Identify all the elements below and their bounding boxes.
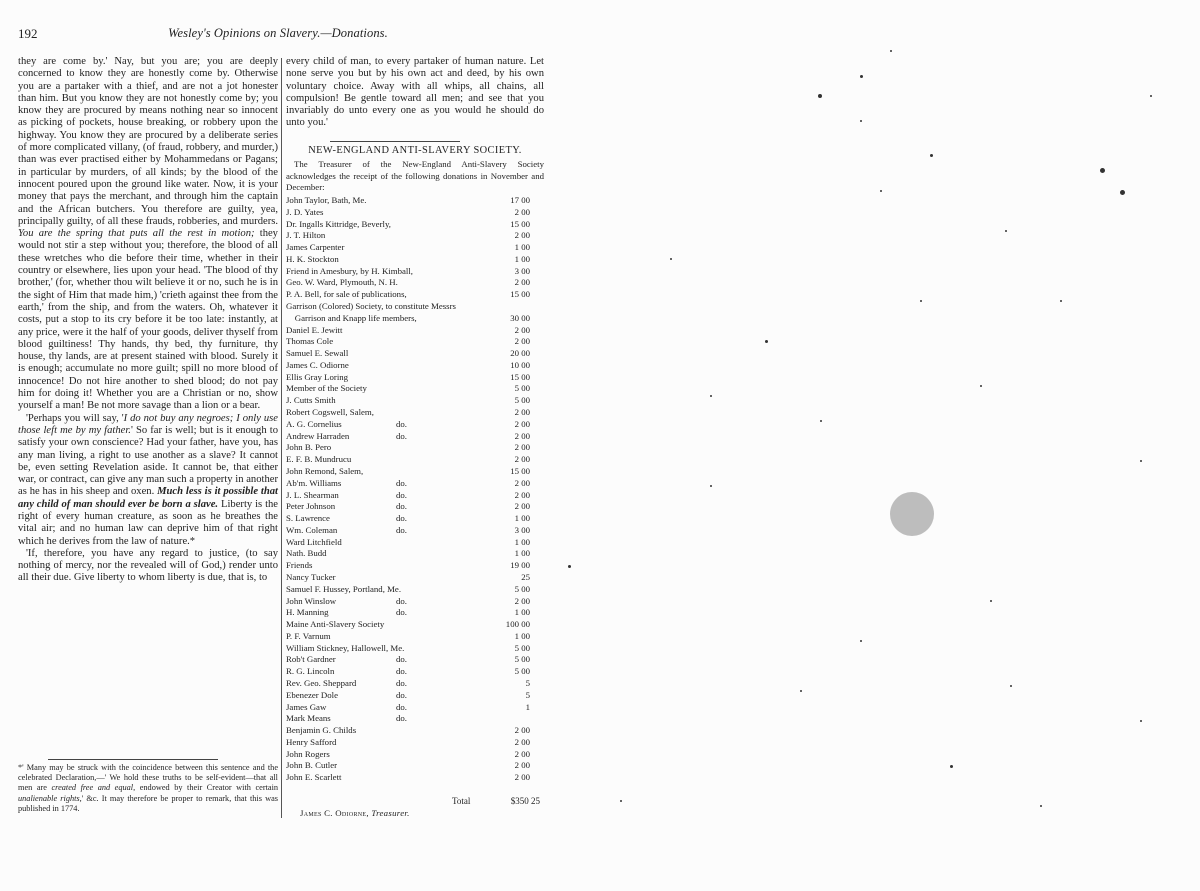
donor-name: Samuel E. Sewall <box>286 348 349 359</box>
scan-speck <box>800 690 802 692</box>
donation-row <box>286 230 544 242</box>
scan-speck <box>1120 190 1125 195</box>
scan-speck <box>620 800 622 802</box>
donation-amount: 10 00 <box>510 359 530 370</box>
donation-row <box>286 313 544 325</box>
donation-row <box>286 666 544 678</box>
donation-amount: 5 00 <box>514 395 530 406</box>
donation-row <box>286 419 544 431</box>
donor-name: Nath. Budd <box>286 548 327 559</box>
donation-row <box>286 454 544 466</box>
donation-row <box>286 336 544 348</box>
donation-amount: 3 00 <box>514 524 530 535</box>
society-title: NEW-ENGLAND ANTI-SLAVERY SOCIETY. <box>308 145 522 156</box>
donation-row <box>286 195 544 207</box>
donor-name: Dr. Ingalls Kittridge, Beverly, <box>286 218 391 229</box>
donation-row <box>286 466 544 478</box>
scan-speck <box>890 50 892 52</box>
donation-amount: 5 <box>525 689 530 700</box>
scan-speck <box>670 258 672 260</box>
donor-name: Garrison and Knapp life members, <box>286 312 417 323</box>
donation-row <box>286 678 544 690</box>
donor-name: John E. Scarlett <box>286 772 342 783</box>
donor-place: do. <box>396 689 407 700</box>
donor-name: P. A. Bell, for sale of publications, <box>286 289 407 300</box>
donation-row <box>286 383 544 395</box>
donation-row <box>286 490 544 502</box>
scan-speck <box>820 420 822 422</box>
scan-speck <box>1150 95 1152 97</box>
scan-speck <box>1140 720 1142 722</box>
scan-speck <box>1005 230 1007 232</box>
donor-name: Rev. Geo. Sheppard <box>286 677 357 688</box>
section-rule <box>330 141 460 142</box>
donor-place: do. <box>396 654 407 665</box>
donation-amount: 2 00 <box>514 760 530 771</box>
scan-speck <box>818 94 822 98</box>
donation-amount: 3 00 <box>514 265 530 276</box>
scan-speck <box>710 485 712 487</box>
donor-place: do. <box>396 666 407 677</box>
donation-amount: 2 00 <box>514 336 530 347</box>
donor-name: Ellis Gray Loring <box>286 371 349 382</box>
donation-row <box>286 372 544 384</box>
treasurer-title: Treasurer. <box>371 808 410 818</box>
donation-row <box>286 537 544 549</box>
donation-amount: 2 00 <box>514 407 530 418</box>
scan-speck <box>860 120 862 122</box>
donation-row <box>286 584 544 596</box>
donor-name: Garrison (Colored) Society, to constitute Messrs <box>286 301 456 312</box>
donor-name: R. G. Lincoln <box>286 666 335 677</box>
donation-amount: 2 00 <box>514 501 530 512</box>
donor-name: Mark Means <box>286 713 331 724</box>
donor-name: John Rogers <box>286 748 330 759</box>
donation-row <box>286 395 544 407</box>
scan-speck <box>990 600 992 602</box>
donation-row <box>286 525 544 537</box>
donation-amount: 100 00 <box>505 619 530 630</box>
scan-speck <box>568 565 571 568</box>
donor-name: Henry Safford <box>286 736 337 747</box>
donation-amount: 1 <box>525 701 530 712</box>
donation-amount: 2 00 <box>514 430 530 441</box>
donor-name: William Stickney, Hallowell, Me. <box>286 642 405 653</box>
donor-name: Benjamin G. Childs <box>286 725 357 736</box>
donation-amount: 15 00 <box>510 465 530 476</box>
donation-row <box>286 596 544 608</box>
donor-name: Ward Litchfield <box>286 536 342 547</box>
donor-name: J. D. Yates <box>286 206 324 217</box>
body-paragraph: 'If, therefore, you have any regard to justice, (to say nothing of mercy, nor the revealed will of God,) render unto all their due. Give liberty to whom liberty is due, that is, to <box>18 547 278 584</box>
scan-speck <box>1040 805 1042 807</box>
donor-name: Nancy Tucker <box>286 571 336 582</box>
donor-name: H. K. Stockton <box>286 253 339 264</box>
donor-place: do. <box>396 477 407 488</box>
donation-row <box>286 348 544 360</box>
donor-name: A. G. Cornelius <box>286 418 342 429</box>
donor-name: H. Manning <box>286 607 329 618</box>
donation-amount: 17 00 <box>510 195 530 205</box>
donation-row <box>286 607 544 619</box>
donor-name: Maine Anti-Slavery Society <box>286 619 385 630</box>
total-label: Total <box>452 796 471 806</box>
donation-amount: 2 00 <box>514 324 530 335</box>
donor-name: James Gaw <box>286 701 327 712</box>
scan-speck <box>930 154 933 157</box>
scan-speck <box>980 385 982 387</box>
donation-amount: 1 00 <box>514 548 530 559</box>
left-column-text <box>18 56 278 585</box>
donor-place: do. <box>396 713 407 724</box>
donation-row <box>286 749 544 761</box>
donation-amount: 2 00 <box>514 725 530 736</box>
donation-amount: 2 00 <box>514 230 530 241</box>
donation-amount: 15 00 <box>510 289 530 300</box>
total-amount: $350 25 <box>510 796 540 806</box>
donation-amount: 2 00 <box>514 206 530 217</box>
donation-row <box>286 572 544 584</box>
donation-row <box>286 513 544 525</box>
donor-name: Peter Johnson <box>286 501 336 512</box>
page-number: 192 <box>18 26 38 41</box>
donation-amount: 5 00 <box>514 383 530 394</box>
donation-amount: 1 00 <box>514 242 530 253</box>
donation-row <box>286 360 544 372</box>
donation-row <box>286 431 544 443</box>
donation-row <box>286 242 544 254</box>
donation-row <box>286 501 544 513</box>
footnote-rule <box>48 759 218 760</box>
donation-row <box>286 254 544 266</box>
donor-name: J. Cutts Smith <box>286 395 336 406</box>
donation-amount: 2 00 <box>514 277 530 288</box>
donation-amount: 2 00 <box>514 595 530 606</box>
scan-speck <box>765 340 768 343</box>
donation-amount: 19 00 <box>510 560 530 571</box>
donation-amount: 20 00 <box>510 348 530 359</box>
donation-row <box>286 654 544 666</box>
donation-amount: 2 00 <box>514 489 530 500</box>
body-paragraph: they are come by.' Nay, but you are; you are deeply concerned to know they are honestly come by. Otherwise you are a partaker with a thief, and are not a jot honester than him. But you know they are not honestly come by; you know they are procured by means nothing near so innocent as picking of pockets, house breaking, or robbery upon the highway. You know they are procured by a deliberate series of more complicated villany, (of fraud, robbery, and murder,) than was ever practised either by Mohammedans or Pagans; in particular by murders, of all kinds; by the blood of the innocent poured upon the ground like water. Now, it is your money that pays the merchant, and through him the captain and the African butchers. You therefore are guilty, yea, principally guilty, of all these frauds, robberies, and murders. You are the spring that puts all the rest in motion; they would not stir a step without you; therefore, the blood of all these wretches who die before their time, whether in their country or elsewhere, lies upon your head. 'The blood of thy brother,' (for, whether thou wilt believe it or no, such he is in the sight of Him that made him,) 'crieth against thee from the earth,' from the ship, and from the waters. Oh, whatever it costs, put a stop to its cry before it be too late: instantly, at any price, were it the half of your goods, deliver thyself from blood guiltiness! Thy hands, thy bed, thy furniture, thy house, thy lands, are at present stained with blood. Surely it is enough; accumulate no more guilt; spill no more blood of innocence! Do not hire another to shed blood; do not pay him for doing it! Whether you are a Christian or no, show yourself a man! Be not more savage than a lion or a bear. <box>18 56 278 412</box>
donation-row <box>286 407 544 419</box>
treasurer-name: James C. Odiorne, <box>300 808 369 818</box>
donor-name: John B. Cutler <box>286 760 338 771</box>
donation-amount: 2 00 <box>514 736 530 747</box>
donor-place: do. <box>396 607 407 618</box>
donor-name: Ab'm. Williams <box>286 477 342 488</box>
donor-name: Member of the Society <box>286 383 367 394</box>
donor-place: do. <box>396 677 407 688</box>
donation-amount: 2 00 <box>514 772 530 783</box>
scan-speck <box>710 395 712 397</box>
donor-name: James C. Odiorne <box>286 359 349 370</box>
donor-name: John Remond, Salem, <box>286 465 364 476</box>
donation-amount: 1 00 <box>514 630 530 641</box>
blank-facing-page <box>560 0 1200 891</box>
donor-name: Robert Cogswell, Salem, <box>286 407 374 418</box>
donation-row <box>286 713 544 725</box>
scan-speck <box>920 300 922 302</box>
donation-row <box>286 548 544 560</box>
donation-amount: 1 00 <box>514 253 530 264</box>
donor-name: Daniel E. Jewitt <box>286 324 343 335</box>
running-title: Wesley's Opinions on Slavery.—Donations. <box>168 26 388 40</box>
scan-speck <box>1100 168 1105 173</box>
donation-amount: 2 00 <box>514 442 530 453</box>
donation-row <box>286 772 544 784</box>
donation-row <box>286 737 544 749</box>
donor-name: Ebenezer Dole <box>286 689 339 700</box>
donor-name: Rob't Gardner <box>286 654 336 665</box>
donation-amount: 15 00 <box>510 371 530 382</box>
donation-amount: 30 00 <box>510 312 530 323</box>
scan-speck <box>1060 300 1062 302</box>
donor-place: do. <box>396 418 407 429</box>
treasurer-signature <box>300 808 520 818</box>
donor-name: J. T. Hilton <box>286 230 326 241</box>
donation-row <box>286 219 544 231</box>
donation-row <box>286 631 544 643</box>
body-paragraph: 'Perhaps you will say, 'I do not buy any negroes; I only use those left me by my father.' So far is well; but is it enough to satisfy your own conscience? Had your father, have you, has any man living, a right to use another as a slave? It cannot be, even setting Revelation aside. It cannot be, that either war, or contract, can give any man such a property in another as he has in his sheep and oxen. Much less is it possible that any child of man should ever be born a slave. Liberty is the right of every human creature, as soon as he breathes the vital air; and no human law can deprive him of that right which he derives from the law of nature.* <box>18 412 279 547</box>
donation-amount: 5 <box>525 677 530 688</box>
donation-row <box>286 301 544 313</box>
donor-place: do. <box>396 524 407 535</box>
footnote: *' Many may be struck with the coincidence between this sentence and the celebrated Declaration,—' We hold these truths to be self-evident—that all men are created free and equal, endowed by their Creator with certain unalienable rights,' &c. It may therefore be proper to remark, that this was published in 1774. <box>18 763 279 813</box>
donation-amount: 25 <box>521 571 530 582</box>
scan-smudge <box>890 492 934 536</box>
donation-row <box>286 643 544 655</box>
scan-speck <box>950 765 953 768</box>
donor-name: J. L. Shearman <box>286 489 339 500</box>
donation-amount: 2 00 <box>514 748 530 759</box>
donation-row <box>286 560 544 572</box>
donor-place: do. <box>396 595 407 606</box>
continuation-paragraph: every child of man, to every partaker of human nature. Let none serve you but by his own act and deed, by his own voluntary choice. Away with all whips, all chains, all compulsion! Be gentle toward all men; and see that you invariably do unto every one as you would he should do unto you.' <box>286 56 544 129</box>
donation-row <box>286 725 544 737</box>
donor-name: P. F. Varnum <box>286 630 331 641</box>
donor-name: Friends <box>286 560 313 571</box>
donation-amount: 5 00 <box>514 654 530 665</box>
donation-amount: 15 00 <box>510 218 530 229</box>
donation-row <box>286 266 544 278</box>
donor-name: Friend in Amesbury, by H. Kimball, <box>286 265 413 276</box>
scan-speck <box>860 75 863 78</box>
donations-intro: The Treasurer of the New-England Anti-Slavery Society acknowledges the receipt of the following donations in November and December: <box>286 159 544 192</box>
donor-name: John Winslow <box>286 595 337 606</box>
donation-amount: 1 00 <box>514 607 530 618</box>
scan-speck <box>1140 460 1142 462</box>
donation-amount: 1 00 <box>514 513 530 524</box>
donation-row <box>286 277 544 289</box>
donation-row <box>286 442 544 454</box>
donation-amount: 5 00 <box>514 642 530 653</box>
donation-row <box>286 478 544 490</box>
donor-place: do. <box>396 489 407 500</box>
donor-name: John Taylor, Bath, Me. <box>286 195 367 205</box>
donation-amount: 5 00 <box>514 666 530 677</box>
donor-place: do. <box>396 513 407 524</box>
donor-place: do. <box>396 430 407 441</box>
donation-amount: 5 00 <box>514 583 530 594</box>
total-row <box>286 796 544 808</box>
donation-row <box>286 760 544 772</box>
donor-name: S. Lawrence <box>286 513 330 524</box>
scan-speck <box>1010 685 1012 687</box>
donation-amount: 1 00 <box>514 536 530 547</box>
donor-name: Wm. Coleman <box>286 524 338 535</box>
donation-row <box>286 619 544 631</box>
donation-amount: 2 00 <box>514 454 530 465</box>
donation-row <box>286 690 544 702</box>
donor-name: John B. Pero <box>286 442 332 453</box>
donation-row <box>286 325 544 337</box>
donor-place: do. <box>396 701 407 712</box>
column-divider <box>281 58 282 818</box>
donation-amount: 2 00 <box>514 477 530 488</box>
donation-amount: 2 00 <box>514 418 530 429</box>
donor-name: James Carpenter <box>286 242 345 253</box>
donation-row <box>286 207 544 219</box>
donor-place: do. <box>396 501 407 512</box>
right-column-continuation <box>286 56 544 130</box>
scan-speck <box>880 190 882 192</box>
donation-row <box>286 289 544 301</box>
donor-name: E. F. B. Mundrucu <box>286 454 352 465</box>
donor-name: Geo. W. Ward, Plymouth, N. H. <box>286 277 398 288</box>
donor-name: Thomas Cole <box>286 336 334 347</box>
scan-speck <box>860 640 862 642</box>
page-header <box>18 26 538 46</box>
donor-name: Andrew Harraden <box>286 430 350 441</box>
donation-row <box>286 702 544 714</box>
donor-name: Samuel F. Hussey, Portland, Me. <box>286 583 402 594</box>
